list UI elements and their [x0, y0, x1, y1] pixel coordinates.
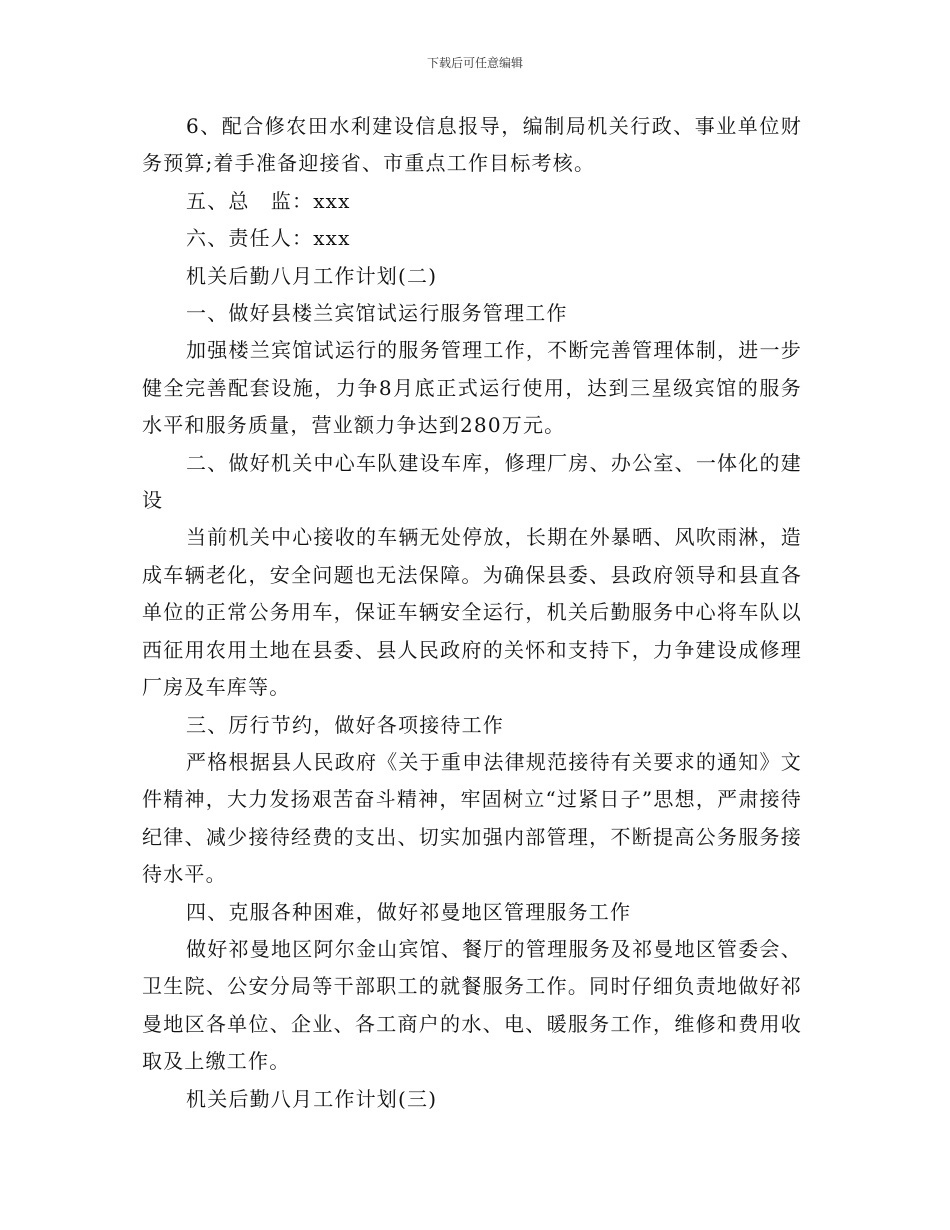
- paragraph-responsible-person: 六、责任人：xxx: [186, 226, 351, 251]
- heading-reception-work: 三、厉行节约，做好各项接待工作: [186, 712, 504, 737]
- paragraph-motorcade-garage: 当前机关中心接收的车辆无处停放，长期在外暴晒、风吹雨淋，造成车辆老化，安全问题也无法保障。为确保县委、县政府领导和县直各单位的正常公务用车，保证车辆安全运行，机关后勤服务中心将车队以西征用农用土地在县委、县人民政府的关怀和支持下，力争建设成修理厂房及车库等。: [142, 525, 802, 700]
- heading-hotel-management: 一、做好县楼兰宾馆试运行服务管理工作: [186, 301, 568, 326]
- heading-motorcade-garage: 二、做好机关中心车队建设车库，修理厂房、办公室、一体化的建设: [142, 450, 802, 513]
- heading-qiman-area: 四、克服各种困难，做好祁曼地区管理服务工作: [186, 899, 632, 924]
- paragraph-reception-work: 严格根据县人民政府《关于重申法律规范接待有关要求的通知》文件精神，大力发扬艰苦奋斗精神，牢固树立“过紧日子”思想，严肃接待纪律、减少接待经费的支出、切实加强内部管理，不断提高公务服务接待水平。: [142, 749, 802, 887]
- paragraph-supervisor: 五、总 监：xxx: [186, 188, 351, 213]
- section-title-plan-3: 机关后勤八月工作计划(三): [186, 1086, 438, 1111]
- page-header-note: 下载后可任意编辑: [426, 56, 523, 70]
- paragraph-hotel-management: 加强楼兰宾馆试运行的服务管理工作，不断完善管理体制，进一步健全完善配套设施，力争8月底正式运行使用，达到三星级宾馆的服务水平和服务质量，营业额力争达到280万元。: [142, 338, 802, 438]
- paragraph-qiman-area: 做好祁曼地区阿尔金山宾馆、餐厅的管理服务及祁曼地区管委会、卫生院、公安分局等干部职工的就餐服务工作。同时仔细负责地做好祁曼地区各单位、企业、各工商户的水、电、暖服务工作，维修和费用收取及上缴工作。: [142, 936, 802, 1074]
- paragraph-item-6: 6、配合修农田水利建设信息报导，编制局机关行政、事业单位财务预算;着手准备迎接省、市重点工作目标考核。: [142, 114, 802, 176]
- document-body: [142, 108, 802, 1118]
- section-title-plan-2: 机关后勤八月工作计划(二): [186, 263, 438, 288]
